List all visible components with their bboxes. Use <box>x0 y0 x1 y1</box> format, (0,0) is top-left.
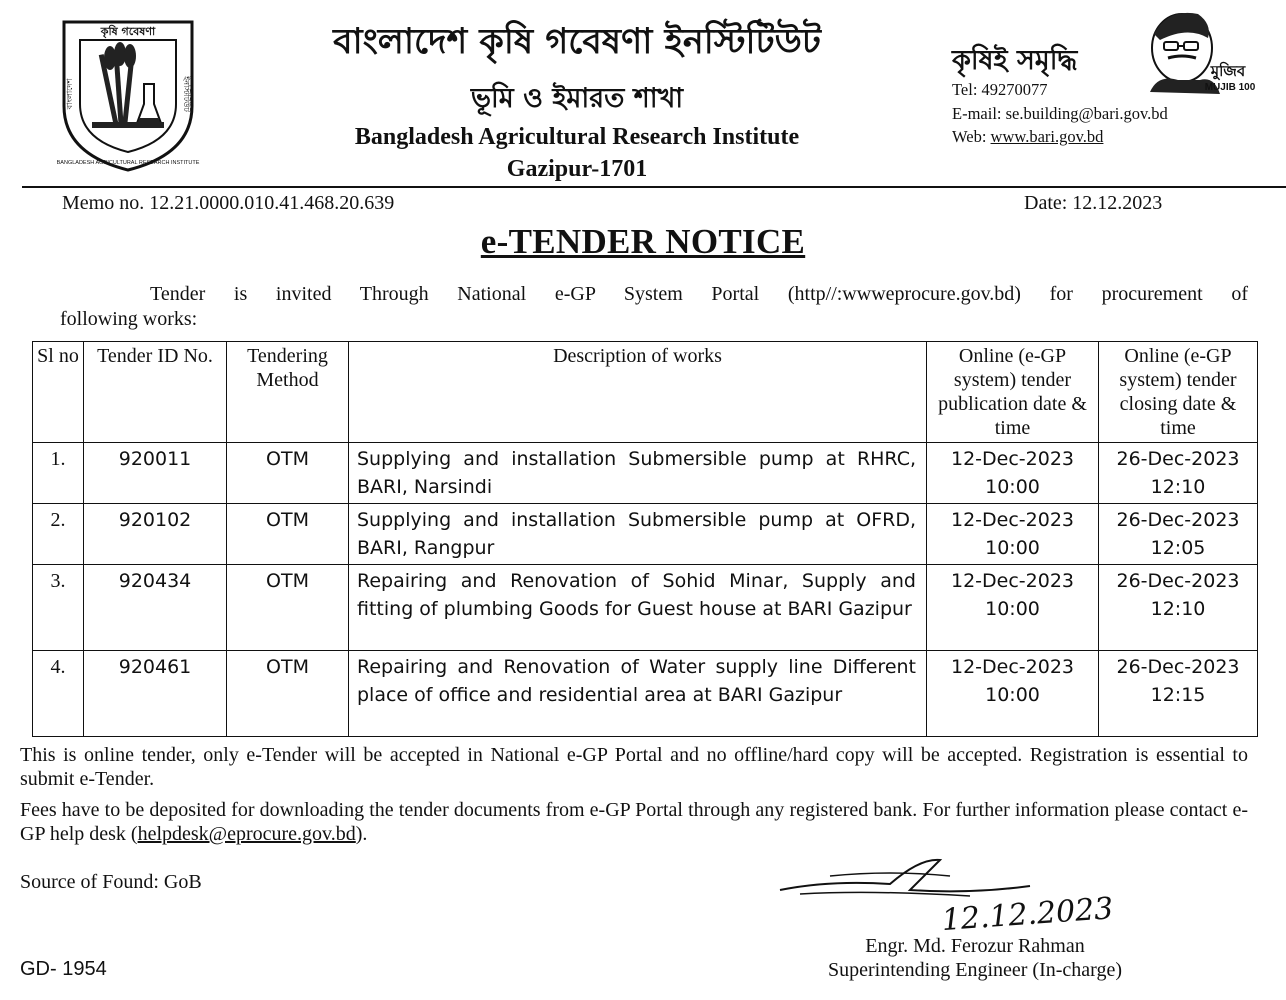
row-tender-id: 920011 <box>84 443 227 504</box>
institute-name-english: Bangladesh Agricultural Research Institute <box>354 124 800 150</box>
signatory-block <box>760 934 1190 982</box>
row-description: Supplying and installation Submersible pump at OFRD, BARI, Rangpur <box>349 504 927 565</box>
slogan-bangla: কৃষিই সমৃদ্ধি <box>952 45 1078 76</box>
row-closing <box>1099 504 1258 565</box>
signature-date: 12.12.2023 <box>940 891 1115 939</box>
notice-date: Date: 12.12.2023 <box>1024 192 1163 214</box>
header-divider <box>22 186 1286 188</box>
signatory-title: Superintending Engineer (In-charge) <box>828 959 1122 981</box>
mujib-logo-sub: MUJIB 100 <box>1204 82 1256 93</box>
institute-title-bangla: বাংলাদেশ কৃষি গবেষণা ইনস্টিটিউট <box>333 22 821 62</box>
intro-line-2: following works: <box>60 308 198 330</box>
fees-notice <box>20 798 1248 846</box>
row-closing <box>1099 565 1258 651</box>
row-sl: 4. <box>33 651 84 737</box>
row-publication <box>927 651 1099 737</box>
row-pub-date: 12-Dec-2023 <box>950 656 1074 678</box>
row-description: Repairing and Renovation of Water supply line Different place of office and residential area at BARI Gazipur <box>349 651 927 737</box>
memo-number: Memo no. 12.21.0000.010.41.468.20.639 <box>62 192 395 214</box>
mujib-100-logo <box>1138 4 1256 96</box>
header-method: Tendering Method <box>227 342 349 443</box>
row-method: OTM <box>227 443 349 504</box>
row-close-time: 12:15 <box>1150 684 1206 706</box>
table-row <box>33 565 1258 651</box>
table-row <box>33 443 1258 504</box>
row-close-time: 12:05 <box>1150 537 1206 559</box>
signature-mark <box>770 850 1190 939</box>
row-tender-id: 920102 <box>84 504 227 565</box>
table-row <box>33 504 1258 565</box>
contact-web-link[interactable]: www.bari.gov.bd <box>990 127 1104 146</box>
row-publication <box>927 443 1099 504</box>
row-pub-time: 10:00 <box>985 537 1040 559</box>
row-close-date: 26-Dec-2023 <box>1116 509 1240 531</box>
row-pub-date: 12-Dec-2023 <box>950 509 1074 531</box>
branch-name-bangla: ভূমি ও ইমারত শাখা <box>470 83 684 114</box>
row-pub-time: 10:00 <box>985 598 1040 620</box>
notice-heading: e-TENDER NOTICE <box>480 222 806 261</box>
header-description: Description of works <box>349 342 927 443</box>
row-pub-time: 10:00 <box>985 476 1040 498</box>
table-header-row <box>33 342 1258 443</box>
row-close-time: 12:10 <box>1150 598 1206 620</box>
header-sl: Sl no <box>33 342 84 443</box>
row-sl: 2. <box>33 504 84 565</box>
signatory-name: Engr. Md. Ferozur Rahman <box>865 935 1085 957</box>
tender-table <box>32 341 1258 737</box>
header-publication: Online (e-GP system) tender publication date & time <box>927 342 1099 443</box>
seal-top-text: কৃষি গবেষণা <box>100 25 156 38</box>
seal-right-text: ইনস্টিটিউট <box>182 76 191 112</box>
institute-city: Gazipur-1701 <box>506 156 648 182</box>
table-row <box>33 651 1258 737</box>
row-sl: 1. <box>33 443 84 504</box>
footer-code: GD- 1954 <box>20 958 107 980</box>
row-publication <box>927 565 1099 651</box>
header-tender-id: Tender ID No. <box>84 342 227 443</box>
fund-source: Source of Found: GoB <box>20 871 202 893</box>
intro-line-1: Tender is invited Through National e-GP System Portal (http//:wwweprocure.gov.bd) for procurement of <box>150 283 1248 305</box>
row-description: Supplying and installation Submersible pump at RHRC, BARI, Narsindi <box>349 443 927 504</box>
contact-web-label: Web: <box>952 127 991 146</box>
contact-email: E-mail: se.building@bari.gov.bd <box>952 104 1168 123</box>
row-pub-date: 12-Dec-2023 <box>950 448 1074 470</box>
row-tender-id: 920461 <box>84 651 227 737</box>
fees-notice-end: ). <box>355 823 368 845</box>
contact-web <box>952 127 1103 147</box>
row-pub-time: 10:00 <box>985 684 1040 706</box>
online-tender-notice: This is online tender, only e-Tender will be accepted in National e-GP Portal and no offline/hard copy will be accepted. Registration is essential to submit e-Tender. <box>20 744 1248 790</box>
row-close-date: 26-Dec-2023 <box>1116 570 1240 592</box>
row-method: OTM <box>227 651 349 737</box>
seal-bottom-text: BANGLADESH AGRICULTURAL RESEARCH INSTITUTE <box>56 160 200 166</box>
row-closing <box>1099 443 1258 504</box>
row-pub-date: 12-Dec-2023 <box>950 570 1074 592</box>
seal-left-text: বাংলাদেশ <box>65 78 74 110</box>
bari-seal-logo <box>58 14 198 174</box>
row-tender-id: 920434 <box>84 565 227 651</box>
header-closing: Online (e-GP system) tender closing date & time <box>1099 342 1258 443</box>
row-close-date: 26-Dec-2023 <box>1116 656 1240 678</box>
fees-notice-text: Fees have to be deposited for downloading the tender documents from e-GP Portal through any registered bank. For further information please contact e-GP help desk ( <box>20 799 1248 845</box>
row-method: OTM <box>227 565 349 651</box>
row-close-time: 12:10 <box>1150 476 1206 498</box>
row-method: OTM <box>227 504 349 565</box>
helpdesk-email-link[interactable]: helpdesk@eprocure.gov.bd <box>137 823 356 845</box>
contact-tel: Tel: 49270077 <box>952 80 1048 99</box>
row-description: Repairing and Renovation of Sohid Minar, Supply and fitting of plumbing Goods for Guest house at BARI Gazipur <box>349 565 927 651</box>
row-sl: 3. <box>33 565 84 651</box>
row-closing <box>1099 651 1258 737</box>
row-close-date: 26-Dec-2023 <box>1116 448 1240 470</box>
mujib-logo-text: মুজিব <box>1210 62 1246 80</box>
intro-paragraph <box>60 282 1248 332</box>
row-publication <box>927 504 1099 565</box>
